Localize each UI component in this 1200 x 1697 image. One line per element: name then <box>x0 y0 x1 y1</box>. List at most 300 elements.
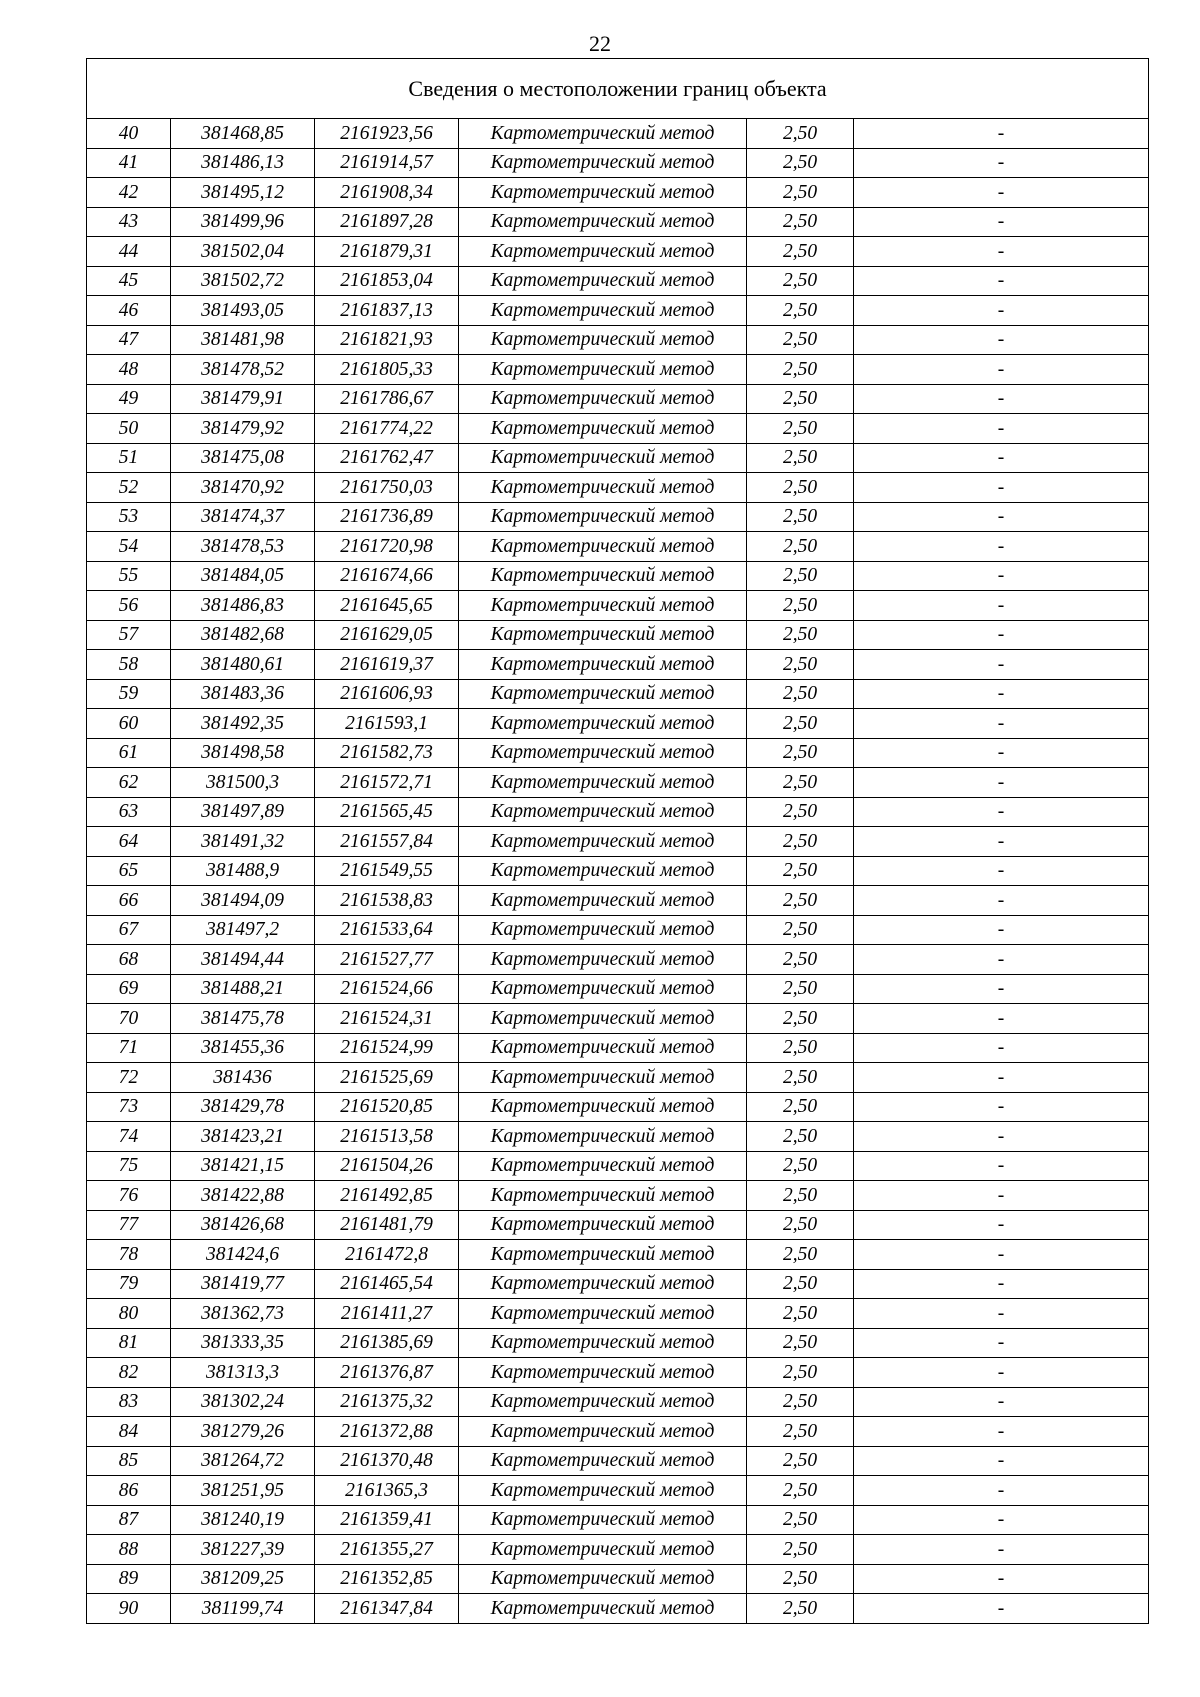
cell-coordinate-y: 2161520,85 <box>315 1092 459 1122</box>
cell-method: Картометрический метод <box>459 473 747 503</box>
cell-accuracy: 2,50 <box>747 1417 854 1447</box>
table-row <box>87 827 1149 857</box>
cell-description: - <box>854 1417 1149 1447</box>
table-row <box>87 974 1149 1004</box>
table-row <box>87 1387 1149 1417</box>
cell-accuracy: 2,50 <box>747 1210 854 1240</box>
cell-point-number: 72 <box>87 1063 171 1093</box>
cell-description: - <box>854 266 1149 296</box>
cell-coordinate-x: 381484,05 <box>171 561 315 591</box>
cell-point-number: 79 <box>87 1269 171 1299</box>
cell-coordinate-y: 2161914,57 <box>315 148 459 178</box>
cell-point-number: 77 <box>87 1210 171 1240</box>
cell-accuracy: 2,50 <box>747 414 854 444</box>
cell-coordinate-y: 2161524,99 <box>315 1033 459 1063</box>
cell-coordinate-x: 381480,61 <box>171 650 315 680</box>
table-row <box>87 1151 1149 1181</box>
cell-description: - <box>854 207 1149 237</box>
cell-point-number: 56 <box>87 591 171 621</box>
table-row <box>87 119 1149 149</box>
cell-method: Картометрический метод <box>459 325 747 355</box>
cell-point-number: 59 <box>87 679 171 709</box>
cell-description: - <box>854 1505 1149 1535</box>
cell-point-number: 87 <box>87 1505 171 1535</box>
cell-accuracy: 2,50 <box>747 1505 854 1535</box>
table-row <box>87 1210 1149 1240</box>
cell-point-number: 52 <box>87 473 171 503</box>
table-row <box>87 797 1149 827</box>
cell-coordinate-y: 2161533,64 <box>315 915 459 945</box>
cell-coordinate-y: 2161355,27 <box>315 1535 459 1565</box>
cell-point-number: 43 <box>87 207 171 237</box>
cell-description: - <box>854 384 1149 414</box>
cell-point-number: 61 <box>87 738 171 768</box>
cell-method: Картометрический метод <box>459 532 747 562</box>
cell-coordinate-y: 2161504,26 <box>315 1151 459 1181</box>
table-row <box>87 1122 1149 1152</box>
table-row <box>87 384 1149 414</box>
cell-coordinate-y: 2161736,89 <box>315 502 459 532</box>
cell-accuracy: 2,50 <box>747 591 854 621</box>
cell-method: Картометрический метод <box>459 1535 747 1565</box>
cell-description: - <box>854 945 1149 975</box>
cell-coordinate-x: 381494,44 <box>171 945 315 975</box>
cell-coordinate-y: 2161375,32 <box>315 1387 459 1417</box>
table-row <box>87 768 1149 798</box>
cell-coordinate-x: 381475,78 <box>171 1004 315 1034</box>
cell-accuracy: 2,50 <box>747 650 854 680</box>
cell-accuracy: 2,50 <box>747 679 854 709</box>
cell-point-number: 44 <box>87 237 171 267</box>
cell-method: Картометрический метод <box>459 886 747 916</box>
cell-coordinate-y: 2161352,85 <box>315 1564 459 1594</box>
cell-accuracy: 2,50 <box>747 296 854 326</box>
table-row <box>87 1476 1149 1506</box>
cell-coordinate-x: 381478,53 <box>171 532 315 562</box>
cell-method: Картометрический метод <box>459 119 747 149</box>
cell-point-number: 64 <box>87 827 171 857</box>
cell-accuracy: 2,50 <box>747 797 854 827</box>
table-row <box>87 1299 1149 1329</box>
cell-description: - <box>854 1240 1149 1270</box>
table-row <box>87 945 1149 975</box>
cell-coordinate-y: 2161347,84 <box>315 1594 459 1624</box>
cell-accuracy: 2,50 <box>747 1358 854 1388</box>
cell-coordinate-x: 381468,85 <box>171 119 315 149</box>
cell-coordinate-y: 2161557,84 <box>315 827 459 857</box>
cell-coordinate-y: 2161370,48 <box>315 1446 459 1476</box>
cell-method: Картометрический метод <box>459 591 747 621</box>
cell-point-number: 86 <box>87 1476 171 1506</box>
table-row <box>87 148 1149 178</box>
cell-point-number: 65 <box>87 856 171 886</box>
cell-description: - <box>854 325 1149 355</box>
cell-accuracy: 2,50 <box>747 1535 854 1565</box>
cell-description: - <box>854 1535 1149 1565</box>
table-row <box>87 325 1149 355</box>
cell-description: - <box>854 355 1149 385</box>
cell-coordinate-x: 381479,91 <box>171 384 315 414</box>
cell-coordinate-y: 2161645,65 <box>315 591 459 621</box>
cell-method: Картометрический метод <box>459 797 747 827</box>
cell-method: Картометрический метод <box>459 915 747 945</box>
cell-method: Картометрический метод <box>459 1387 747 1417</box>
cell-description: - <box>854 856 1149 886</box>
cell-coordinate-x: 381362,73 <box>171 1299 315 1329</box>
cell-accuracy: 2,50 <box>747 1446 854 1476</box>
cell-accuracy: 2,50 <box>747 886 854 916</box>
table-row <box>87 1535 1149 1565</box>
cell-method: Картометрический метод <box>459 1210 747 1240</box>
cell-description: - <box>854 620 1149 650</box>
cell-point-number: 90 <box>87 1594 171 1624</box>
cell-coordinate-y: 2161750,03 <box>315 473 459 503</box>
cell-coordinate-y: 2161524,31 <box>315 1004 459 1034</box>
cell-point-number: 74 <box>87 1122 171 1152</box>
table-title: Сведения о местоположении границ объекта <box>87 59 1149 119</box>
cell-coordinate-y: 2161897,28 <box>315 207 459 237</box>
cell-description: - <box>854 178 1149 208</box>
cell-point-number: 54 <box>87 532 171 562</box>
cell-method: Картометрический метод <box>459 148 747 178</box>
cell-coordinate-x: 381488,21 <box>171 974 315 1004</box>
cell-coordinate-x: 381495,12 <box>171 178 315 208</box>
cell-accuracy: 2,50 <box>747 1092 854 1122</box>
cell-method: Картометрический метод <box>459 355 747 385</box>
cell-description: - <box>854 827 1149 857</box>
cell-accuracy: 2,50 <box>747 1476 854 1506</box>
cell-coordinate-x: 381502,04 <box>171 237 315 267</box>
boundary-table-container <box>86 58 1148 1624</box>
cell-accuracy: 2,50 <box>747 148 854 178</box>
table-row <box>87 532 1149 562</box>
cell-coordinate-y: 2161923,56 <box>315 119 459 149</box>
cell-coordinate-y: 2161385,69 <box>315 1328 459 1358</box>
cell-point-number: 53 <box>87 502 171 532</box>
table-row <box>87 355 1149 385</box>
cell-coordinate-y: 2161527,77 <box>315 945 459 975</box>
table-row <box>87 1417 1149 1447</box>
cell-method: Картометрический метод <box>459 296 747 326</box>
cell-accuracy: 2,50 <box>747 178 854 208</box>
cell-coordinate-y: 2161629,05 <box>315 620 459 650</box>
cell-accuracy: 2,50 <box>747 355 854 385</box>
cell-coordinate-x: 381302,24 <box>171 1387 315 1417</box>
cell-accuracy: 2,50 <box>747 1269 854 1299</box>
table-row <box>87 1063 1149 1093</box>
cell-method: Картометрический метод <box>459 1417 747 1447</box>
cell-accuracy: 2,50 <box>747 620 854 650</box>
cell-point-number: 73 <box>87 1092 171 1122</box>
cell-description: - <box>854 1328 1149 1358</box>
cell-point-number: 85 <box>87 1446 171 1476</box>
cell-method: Картометрический метод <box>459 1328 747 1358</box>
cell-description: - <box>854 119 1149 149</box>
cell-method: Картометрический метод <box>459 1446 747 1476</box>
cell-coordinate-y: 2161465,54 <box>315 1269 459 1299</box>
cell-coordinate-x: 381494,09 <box>171 886 315 916</box>
cell-coordinate-x: 381492,35 <box>171 709 315 739</box>
cell-coordinate-y: 2161593,1 <box>315 709 459 739</box>
cell-accuracy: 2,50 <box>747 827 854 857</box>
boundary-coordinates-table <box>86 58 1149 1624</box>
table-row <box>87 1092 1149 1122</box>
table-row <box>87 709 1149 739</box>
cell-method: Картометрический метод <box>459 1063 747 1093</box>
cell-accuracy: 2,50 <box>747 384 854 414</box>
cell-accuracy: 2,50 <box>747 237 854 267</box>
cell-description: - <box>854 709 1149 739</box>
cell-coordinate-x: 381497,2 <box>171 915 315 945</box>
cell-coordinate-x: 381502,72 <box>171 266 315 296</box>
cell-method: Картометрический метод <box>459 974 747 1004</box>
cell-method: Картометрический метод <box>459 1092 747 1122</box>
cell-accuracy: 2,50 <box>747 1387 854 1417</box>
cell-method: Картометрический метод <box>459 1151 747 1181</box>
cell-description: - <box>854 296 1149 326</box>
cell-accuracy: 2,50 <box>747 473 854 503</box>
table-row <box>87 1328 1149 1358</box>
cell-description: - <box>854 1564 1149 1594</box>
cell-coordinate-y: 2161572,71 <box>315 768 459 798</box>
cell-coordinate-x: 381251,95 <box>171 1476 315 1506</box>
cell-coordinate-y: 2161762,47 <box>315 443 459 473</box>
table-row <box>87 1240 1149 1270</box>
table-row <box>87 886 1149 916</box>
cell-coordinate-x: 381264,72 <box>171 1446 315 1476</box>
cell-description: - <box>854 738 1149 768</box>
table-row <box>87 1446 1149 1476</box>
cell-accuracy: 2,50 <box>747 709 854 739</box>
table-row <box>87 1033 1149 1063</box>
cell-coordinate-x: 381423,21 <box>171 1122 315 1152</box>
cell-method: Картометрический метод <box>459 207 747 237</box>
cell-coordinate-y: 2161513,58 <box>315 1122 459 1152</box>
cell-accuracy: 2,50 <box>747 1004 854 1034</box>
cell-description: - <box>854 974 1149 1004</box>
cell-method: Картометрический метод <box>459 1476 747 1506</box>
table-row <box>87 1358 1149 1388</box>
table-row <box>87 237 1149 267</box>
cell-point-number: 78 <box>87 1240 171 1270</box>
cell-coordinate-y: 2161549,55 <box>315 856 459 886</box>
cell-method: Картометрический метод <box>459 1181 747 1211</box>
cell-coordinate-x: 381419,77 <box>171 1269 315 1299</box>
cell-coordinate-x: 381455,36 <box>171 1033 315 1063</box>
cell-point-number: 82 <box>87 1358 171 1388</box>
cell-description: - <box>854 561 1149 591</box>
cell-method: Картометрический метод <box>459 650 747 680</box>
cell-coordinate-x: 381488,9 <box>171 856 315 886</box>
cell-description: - <box>854 1358 1149 1388</box>
cell-point-number: 42 <box>87 178 171 208</box>
cell-accuracy: 2,50 <box>747 561 854 591</box>
cell-coordinate-y: 2161365,3 <box>315 1476 459 1506</box>
cell-point-number: 47 <box>87 325 171 355</box>
table-row <box>87 1594 1149 1624</box>
cell-description: - <box>854 679 1149 709</box>
cell-description: - <box>854 1063 1149 1093</box>
cell-coordinate-x: 381421,15 <box>171 1151 315 1181</box>
cell-accuracy: 2,50 <box>747 1564 854 1594</box>
cell-accuracy: 2,50 <box>747 1151 854 1181</box>
cell-method: Картометрический метод <box>459 414 747 444</box>
cell-point-number: 48 <box>87 355 171 385</box>
cell-accuracy: 2,50 <box>747 1122 854 1152</box>
cell-coordinate-y: 2161879,31 <box>315 237 459 267</box>
cell-description: - <box>854 473 1149 503</box>
cell-accuracy: 2,50 <box>747 1299 854 1329</box>
cell-point-number: 84 <box>87 1417 171 1447</box>
cell-method: Картометрический метод <box>459 1122 747 1152</box>
table-row <box>87 266 1149 296</box>
cell-coordinate-y: 2161372,88 <box>315 1417 459 1447</box>
table-row <box>87 443 1149 473</box>
table-row <box>87 915 1149 945</box>
cell-accuracy: 2,50 <box>747 119 854 149</box>
table-row <box>87 679 1149 709</box>
cell-point-number: 41 <box>87 148 171 178</box>
cell-coordinate-x: 381474,37 <box>171 502 315 532</box>
cell-point-number: 57 <box>87 620 171 650</box>
cell-coordinate-y: 2161524,66 <box>315 974 459 1004</box>
cell-point-number: 83 <box>87 1387 171 1417</box>
table-row <box>87 1505 1149 1535</box>
cell-point-number: 68 <box>87 945 171 975</box>
cell-method: Картометрический метод <box>459 266 747 296</box>
cell-coordinate-x: 381478,52 <box>171 355 315 385</box>
cell-point-number: 58 <box>87 650 171 680</box>
cell-method: Картометрический метод <box>459 738 747 768</box>
cell-coordinate-x: 381209,25 <box>171 1564 315 1594</box>
cell-method: Картометрический метод <box>459 1033 747 1063</box>
cell-coordinate-y: 2161359,41 <box>315 1505 459 1535</box>
cell-accuracy: 2,50 <box>747 1033 854 1063</box>
cell-accuracy: 2,50 <box>747 974 854 1004</box>
cell-coordinate-y: 2161376,87 <box>315 1358 459 1388</box>
cell-coordinate-x: 381497,89 <box>171 797 315 827</box>
cell-description: - <box>854 1299 1149 1329</box>
table-row <box>87 1004 1149 1034</box>
cell-coordinate-y: 2161674,66 <box>315 561 459 591</box>
cell-point-number: 46 <box>87 296 171 326</box>
cell-accuracy: 2,50 <box>747 915 854 945</box>
cell-coordinate-x: 381199,74 <box>171 1594 315 1624</box>
cell-coordinate-y: 2161525,69 <box>315 1063 459 1093</box>
cell-coordinate-x: 381313,3 <box>171 1358 315 1388</box>
cell-description: - <box>854 502 1149 532</box>
table-row <box>87 207 1149 237</box>
table-row <box>87 296 1149 326</box>
table-row <box>87 178 1149 208</box>
cell-coordinate-x: 381333,35 <box>171 1328 315 1358</box>
cell-description: - <box>854 1210 1149 1240</box>
cell-description: - <box>854 1476 1149 1506</box>
table-row <box>87 414 1149 444</box>
cell-coordinate-y: 2161786,67 <box>315 384 459 414</box>
cell-method: Картометрический метод <box>459 237 747 267</box>
cell-description: - <box>854 591 1149 621</box>
cell-coordinate-y: 2161582,73 <box>315 738 459 768</box>
cell-description: - <box>854 650 1149 680</box>
cell-description: - <box>854 532 1149 562</box>
cell-coordinate-x: 381436 <box>171 1063 315 1093</box>
cell-coordinate-y: 2161481,79 <box>315 1210 459 1240</box>
cell-description: - <box>854 1446 1149 1476</box>
table-row <box>87 620 1149 650</box>
table-row <box>87 738 1149 768</box>
cell-coordinate-y: 2161853,04 <box>315 266 459 296</box>
cell-point-number: 70 <box>87 1004 171 1034</box>
table-row <box>87 591 1149 621</box>
cell-description: - <box>854 1594 1149 1624</box>
cell-description: - <box>854 768 1149 798</box>
cell-point-number: 88 <box>87 1535 171 1565</box>
cell-description: - <box>854 886 1149 916</box>
cell-method: Картометрический метод <box>459 620 747 650</box>
cell-description: - <box>854 915 1149 945</box>
cell-method: Картометрический метод <box>459 1594 747 1624</box>
cell-accuracy: 2,50 <box>747 945 854 975</box>
table-row <box>87 1564 1149 1594</box>
cell-description: - <box>854 1387 1149 1417</box>
cell-method: Картометрический метод <box>459 945 747 975</box>
cell-coordinate-y: 2161492,85 <box>315 1181 459 1211</box>
cell-coordinate-x: 381486,83 <box>171 591 315 621</box>
cell-accuracy: 2,50 <box>747 502 854 532</box>
cell-accuracy: 2,50 <box>747 738 854 768</box>
cell-method: Картометрический метод <box>459 1269 747 1299</box>
cell-coordinate-x: 381483,36 <box>171 679 315 709</box>
cell-coordinate-x: 381470,92 <box>171 473 315 503</box>
cell-method: Картометрический метод <box>459 679 747 709</box>
table-row <box>87 473 1149 503</box>
cell-point-number: 45 <box>87 266 171 296</box>
cell-point-number: 49 <box>87 384 171 414</box>
cell-point-number: 81 <box>87 1328 171 1358</box>
cell-coordinate-x: 381475,08 <box>171 443 315 473</box>
cell-method: Картометрический метод <box>459 856 747 886</box>
cell-coordinate-y: 2161565,45 <box>315 797 459 827</box>
cell-coordinate-y: 2161538,83 <box>315 886 459 916</box>
cell-coordinate-x: 381500,3 <box>171 768 315 798</box>
table-row <box>87 650 1149 680</box>
cell-point-number: 66 <box>87 886 171 916</box>
page-number: 22 <box>589 31 611 56</box>
cell-coordinate-x: 381479,92 <box>171 414 315 444</box>
cell-description: - <box>854 1181 1149 1211</box>
table-row <box>87 856 1149 886</box>
table-title-row <box>87 59 1149 119</box>
table-row <box>87 1181 1149 1211</box>
cell-coordinate-x: 381491,32 <box>171 827 315 857</box>
cell-coordinate-x: 381279,26 <box>171 1417 315 1447</box>
cell-point-number: 62 <box>87 768 171 798</box>
cell-method: Картометрический метод <box>459 1004 747 1034</box>
cell-coordinate-y: 2161720,98 <box>315 532 459 562</box>
cell-coordinate-y: 2161908,34 <box>315 178 459 208</box>
cell-coordinate-y: 2161821,93 <box>315 325 459 355</box>
cell-method: Картометрический метод <box>459 1505 747 1535</box>
cell-coordinate-x: 381429,78 <box>171 1092 315 1122</box>
cell-coordinate-y: 2161805,33 <box>315 355 459 385</box>
cell-coordinate-y: 2161606,93 <box>315 679 459 709</box>
cell-coordinate-x: 381424,6 <box>171 1240 315 1270</box>
cell-accuracy: 2,50 <box>747 443 854 473</box>
cell-method: Картометрический метод <box>459 768 747 798</box>
cell-coordinate-x: 381481,98 <box>171 325 315 355</box>
cell-method: Картометрический метод <box>459 709 747 739</box>
